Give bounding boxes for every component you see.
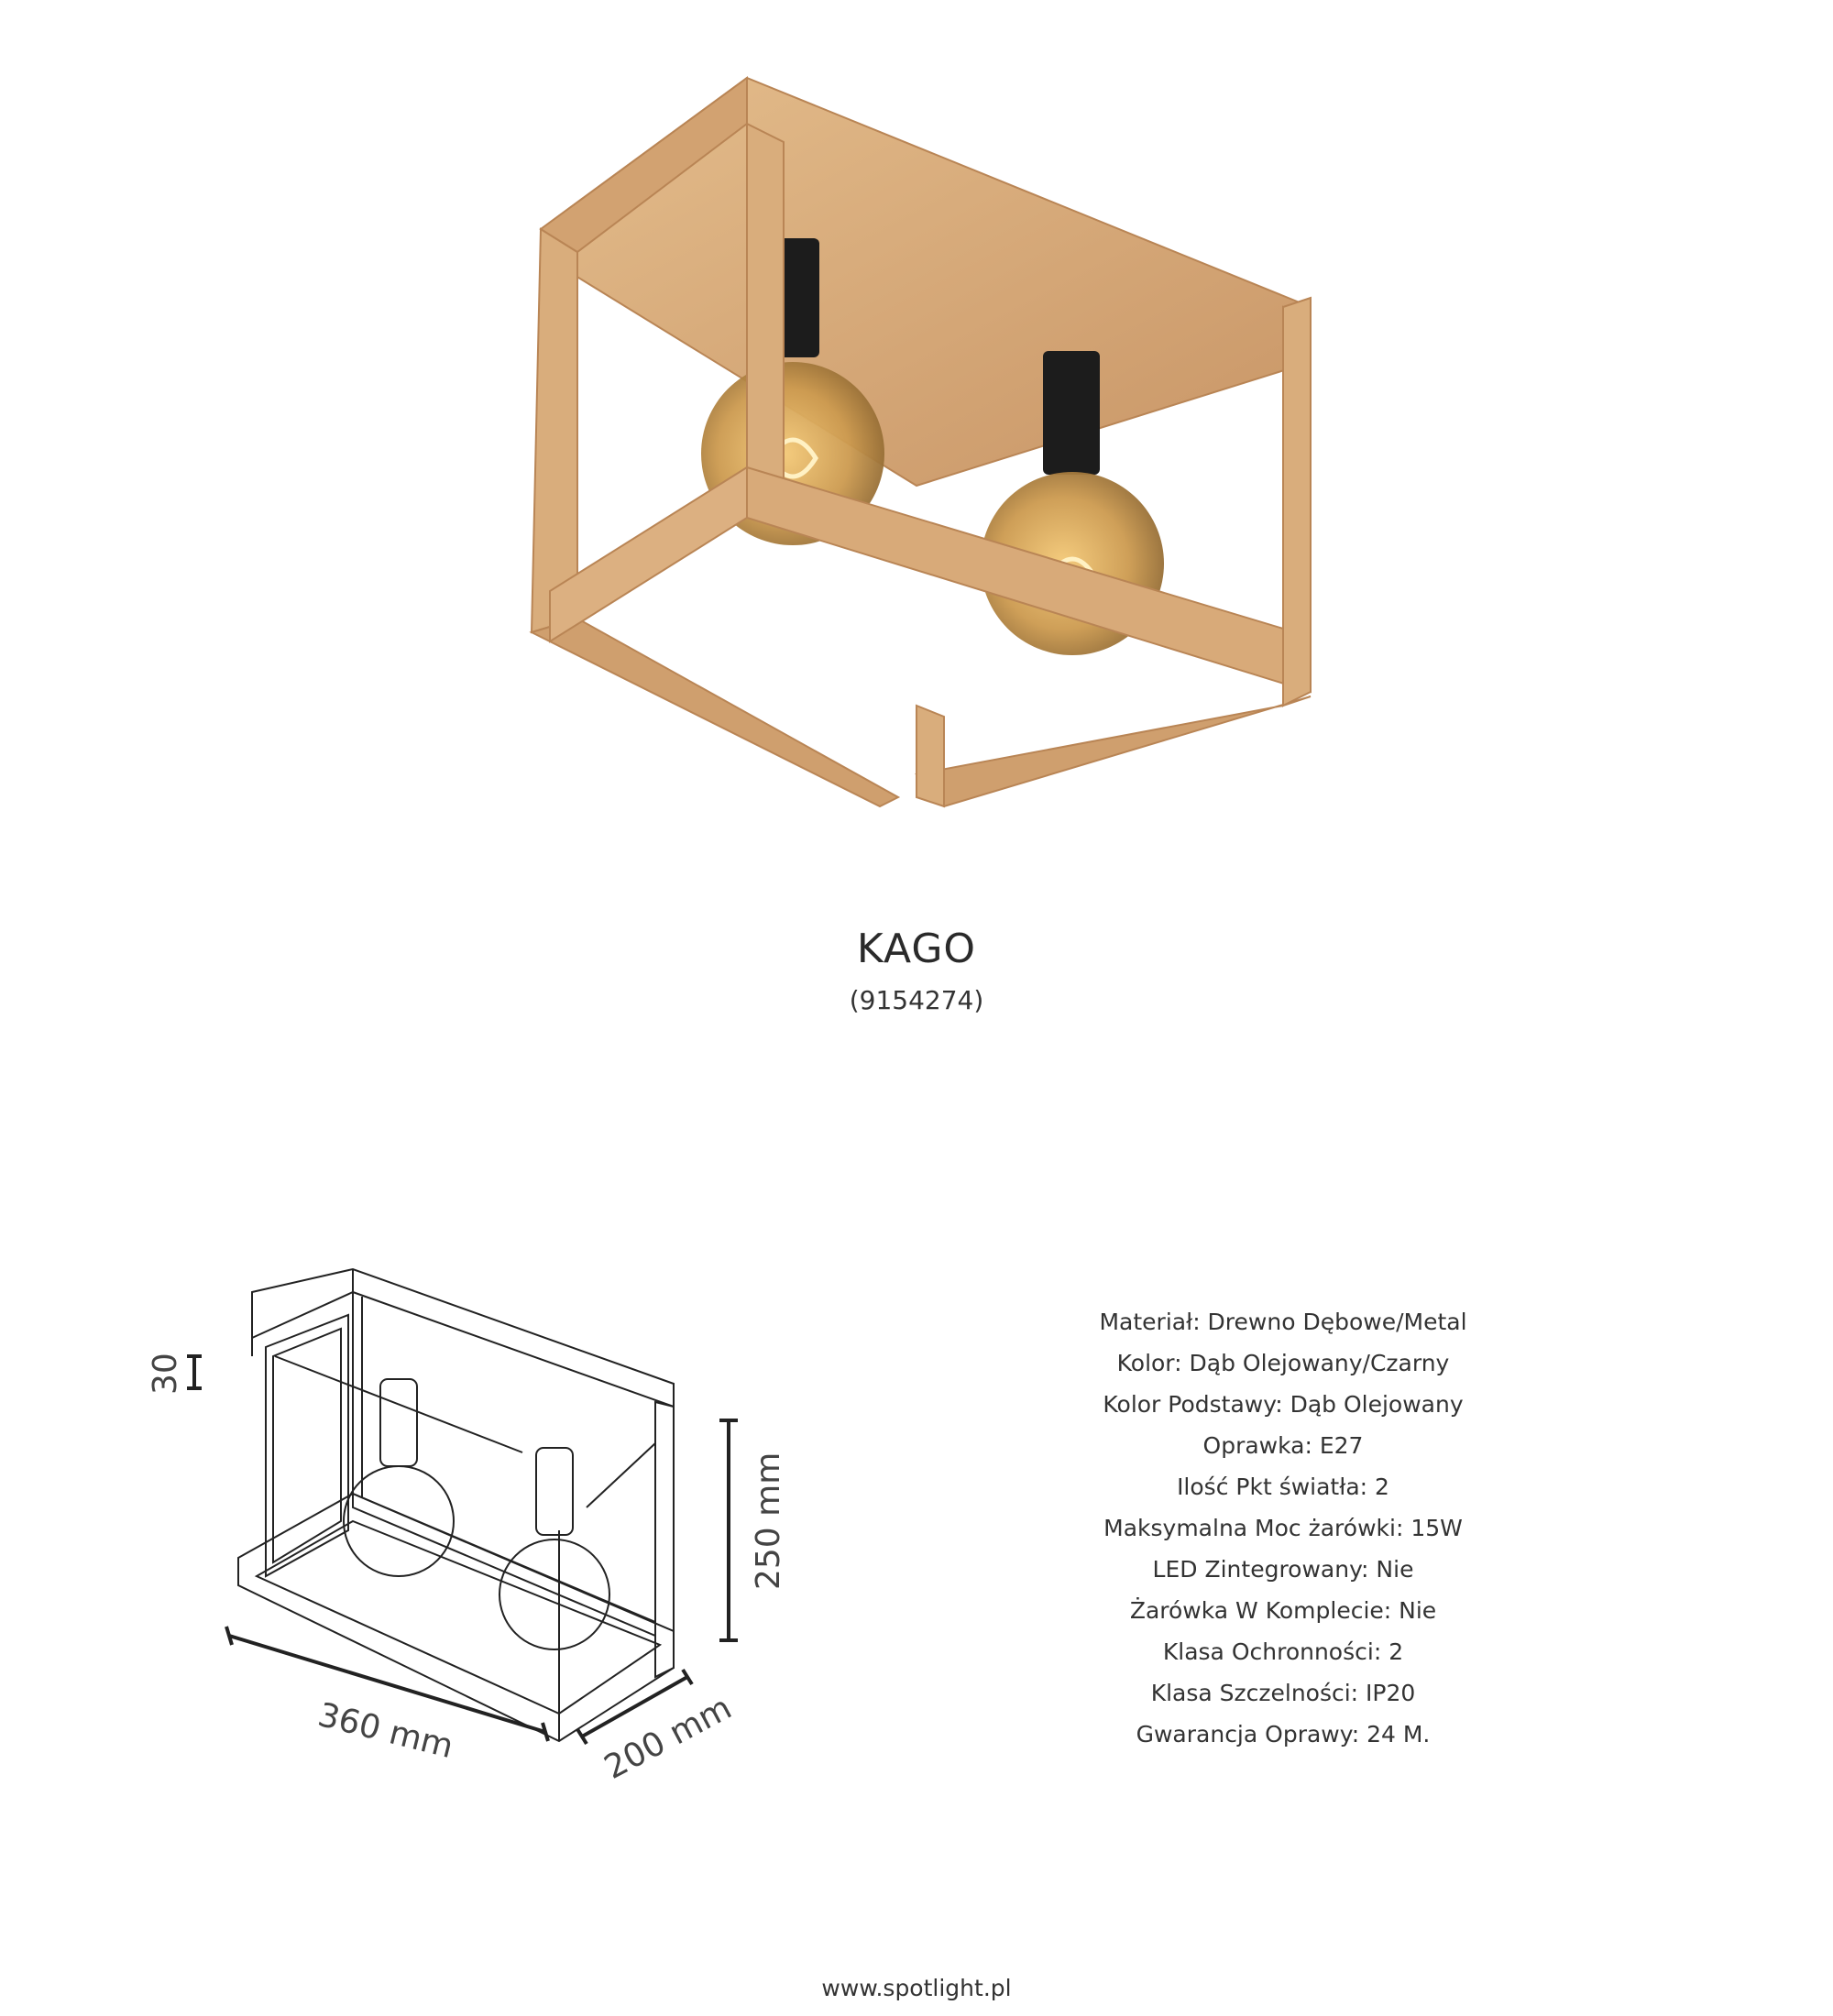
height-label: 250 mm: [750, 1452, 787, 1590]
spec-item: Kolor: Dąb Olejowany/Czarny: [1116, 1350, 1450, 1376]
spec-list: [1008, 1301, 1558, 1755]
website-link[interactable]: www.spotlight.pl: [821, 1975, 1012, 2001]
product-name: KAGO: [856, 926, 977, 972]
depth-label: 200 mm: [598, 1689, 738, 1787]
spec-item: Klasa Ochronności: 2: [1162, 1638, 1404, 1665]
product-code: (9154274): [849, 985, 984, 1015]
spec-item: Oprawka: E27: [1202, 1432, 1364, 1459]
spec-item: Gwarancja Oprawy: 24 M.: [1136, 1721, 1431, 1748]
width-label: 360 mm: [313, 1695, 457, 1767]
spec-item: Kolor Podstawy: Dąb Olejowany: [1103, 1391, 1464, 1418]
product-photo: [513, 64, 1320, 816]
spec-item: Ilość Pkt światła: 2: [1177, 1474, 1389, 1500]
spec-item: LED Zintegrowany: Nie: [1152, 1556, 1414, 1583]
dimension-drawing: [128, 1255, 825, 1787]
spec-item: Maksymalna Moc żarówki: 15W: [1103, 1515, 1463, 1541]
spec-item: Żarówka W Komplecie: Nie: [1129, 1597, 1437, 1624]
mount-height-label: 30: [147, 1353, 184, 1395]
spec-item: Materiał: Drewno Dębowe/Metal: [1099, 1309, 1467, 1335]
spec-item: Klasa Szczelności: IP20: [1150, 1680, 1416, 1706]
